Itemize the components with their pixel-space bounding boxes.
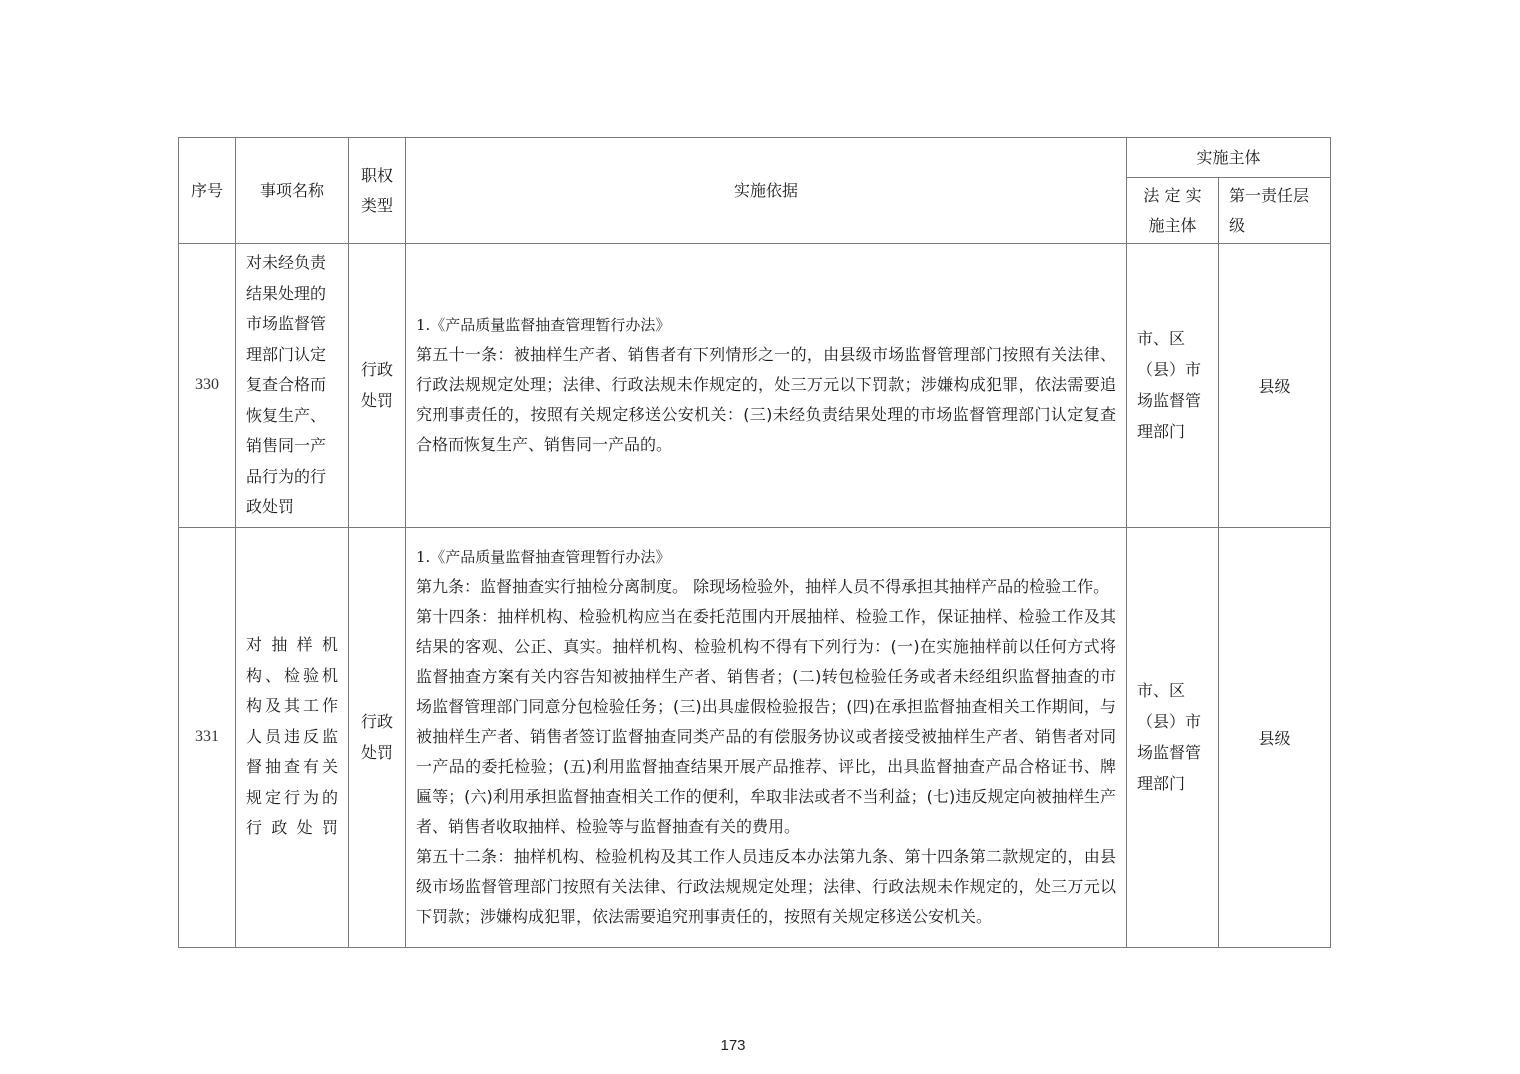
row-seq: 331 bbox=[179, 527, 236, 947]
basis-article: 第五十一条：被抽样生产者、销售者有下列情形之一的，由县级市场监督管理部门按照有关法律、行政法规规定处理；法律、行政法规未作规定的，处三万元以下罚款；涉嫌构成犯罪，依法需要追究刑事责任的，按照有关规定移送公安机关：(三)未经负责结果处理的市场监督管理部门认定复查合格而恢复生产、销售同一产品的。 bbox=[416, 345, 1116, 455]
basis-law-title: 1.《产品质量监督抽查管理暂行办法》 bbox=[416, 316, 671, 335]
header-first-level bbox=[1219, 178, 1331, 244]
page-number: 173 bbox=[720, 1037, 746, 1054]
header-power-type bbox=[349, 138, 406, 244]
row-first-level: 县级 bbox=[1219, 527, 1331, 947]
header-implementing-body: 实施主体 bbox=[1127, 138, 1331, 178]
basis-article: 第五十二条：抽样机构、检验机构及其工作人员违反本办法第九条、第十四条第二款规定的，由县级市场监督管理部门按照有关法律、行政法规规定处理；法律、行政法规未作规定的，处三万元以下罚款；涉嫌构成犯罪，依法需要追究刑事责任的，按照有关规定移送公安机关。 bbox=[416, 847, 1116, 926]
row-power-type-text: 行政处罚 bbox=[360, 712, 393, 762]
regulation-table bbox=[178, 137, 1331, 948]
basis-article: 第九条：监督抽查实行抽检分离制度。 除现场检验外，抽样人员不得承担其抽样产品的检验工作。 bbox=[416, 577, 1110, 596]
header-legal-body-text: 法 定 实施主体 bbox=[1143, 185, 1202, 235]
header-legal-body bbox=[1127, 178, 1219, 244]
header-basis: 实施依据 bbox=[406, 138, 1127, 244]
row-basis bbox=[406, 527, 1127, 947]
basis-law-title: 1.《产品质量监督抽查管理暂行办法》 bbox=[416, 548, 671, 566]
row-legal-body: 市、区（县）市场监督管理部门 bbox=[1127, 244, 1219, 528]
header-first-level-text: 第一责任层级 bbox=[1229, 185, 1310, 235]
row-power-type-text: 行政处罚 bbox=[360, 360, 393, 411]
row-power-type bbox=[349, 244, 406, 528]
row-seq: 330 bbox=[179, 244, 236, 528]
basis-article: 第十四条：抽样机构、检验机构应当在委托范围内开展抽样、检验工作，保证抽样、检验工作及其结果的客观、公正、真实。抽样机构、检验机构不得有下列行为：(一)在实施抽样前以任何方式将监督抽查方案有关内容告知被抽样生产者、销售者；(二)转包检验任务或者未经组织监督抽查的市场监督管理部门同意分包检验任务；(三)出具虚假检验报告；(四)在承担监督抽查相关工作期间，与被抽样生产者、销售者签订监督抽查同类产品的有偿服务协议或者接受被抽样生产者、销售者对同一产品的委托检验；(五)利用监督抽查结果开展产品推荐、评比，出具监督抽查产品合格证书、牌匾等；(六)利用承担监督抽查相关工作的便利，牟取非法或者不当利益；(七)违反规定向被抽样生产者、销售者收取抽样、检验等与监督抽查有关的费用。 bbox=[416, 607, 1116, 836]
row-first-level: 县级 bbox=[1219, 244, 1331, 528]
row-basis bbox=[406, 244, 1127, 528]
header-seq: 序号 bbox=[179, 138, 236, 244]
row-power-type bbox=[349, 527, 406, 947]
table-row bbox=[179, 244, 1331, 528]
row-item-name: 对未经负责结果处理的市场监督管理部门认定复查合格而恢复生产、销售同一产品行为的行政处罚 bbox=[236, 244, 349, 528]
row-legal-body: 市、区（县）市场监督管理部门 bbox=[1127, 527, 1219, 947]
header-power-type-text: 职权类型 bbox=[360, 165, 393, 215]
table-row bbox=[179, 527, 1331, 947]
header-item-name: 事项名称 bbox=[236, 138, 349, 244]
row-item-name: 对抽样机构、检验机构及其工作人员违反监督抽查有关规定行为的行政处罚 bbox=[236, 527, 349, 947]
